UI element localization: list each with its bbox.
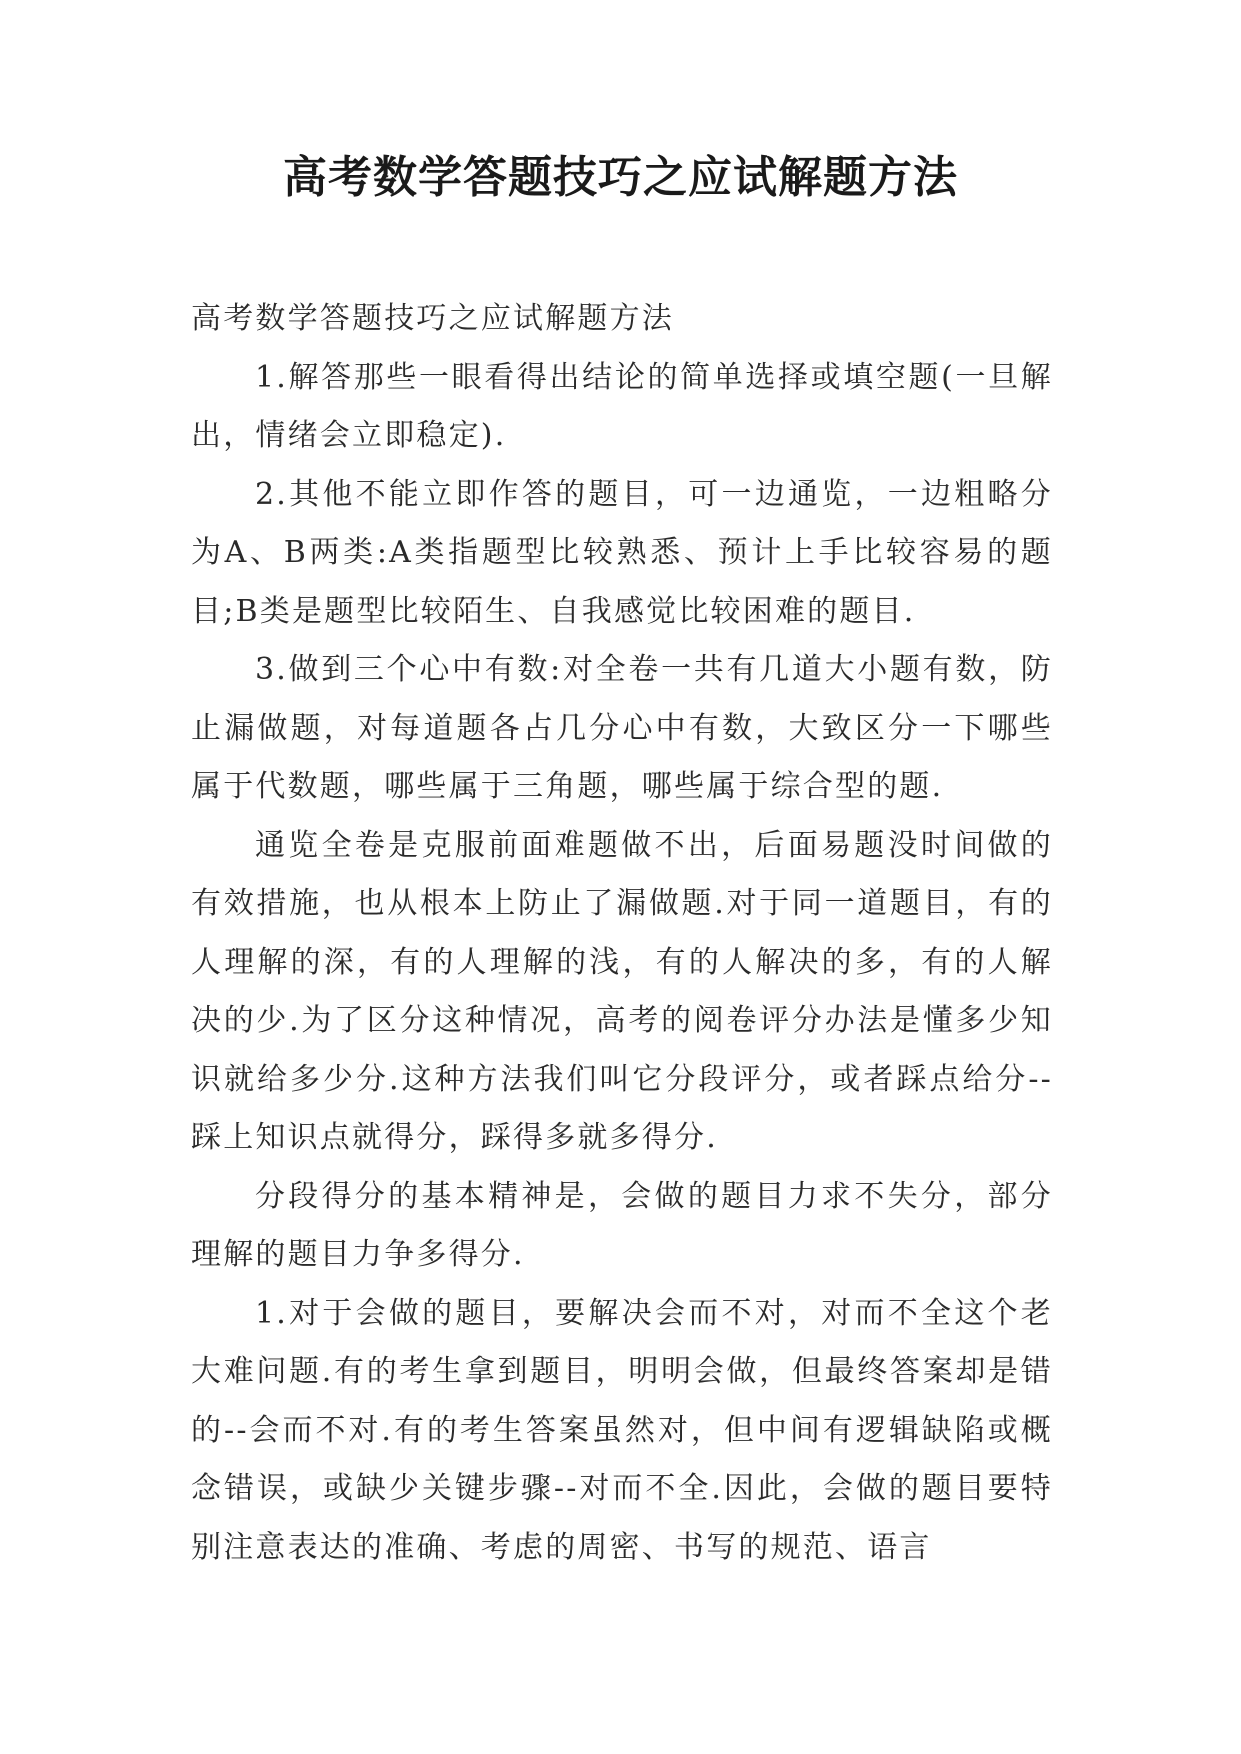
body-heading: 高考数学答题技巧之应试解题方法 xyxy=(191,301,674,336)
document-body xyxy=(191,290,1053,1577)
paragraph-6: 1.对于会做的题目，要解决会而不对，对而不全这个老大难问题.有的考生拿到题目，明明会做，但最终答案却是错的--会而不对.有的考生答案虽然对，但中间有逻辑缺陷或概念错误，或缺少关键步骤--对而不全.因此，会做的题目要特别注意表达的准确、考虑的周密、书写的规范、语言 xyxy=(191,1295,1053,1565)
paragraph-3: 3.做到三个心中有数:对全卷一共有几道大小题有数，防止漏做题，对每道题各占几分心中有数，大致区分一下哪些属于代数题，哪些属于三角题，哪些属于综合型的题. xyxy=(191,652,1053,804)
paragraph-4: 通览全卷是克服前面难题做不出，后面易题没时间做的有效措施，也从根本上防止了漏做题.对于同一道题目，有的人理解的深，有的人理解的浅，有的人解决的多，有的人解决的少.为了区分这种情况，高考的阅卷评分办法是懂多少知识就给多少分.这种方法我们叫它分段评分，或者踩点给分--踩上知识点就得分，踩得多就多得分. xyxy=(191,827,1053,1155)
paragraph-1: 1.解答那些一眼看得出结论的简单选择或填空题(一旦解出，情绪会立即稳定). xyxy=(191,359,1053,453)
paragraph-2: 2.其他不能立即作答的题目，可一边通览，一边粗略分为A、B两类:A类指题型比较熟悉、预计上手比较容易的题目;B类是题型比较陌生、自我感觉比较困难的题目. xyxy=(191,476,1053,629)
paragraph-5: 分段得分的基本精神是，会做的题目力求不失分，部分理解的题目力争多得分. xyxy=(191,1178,1053,1272)
document-title: 高考数学答题技巧之应试解题方法 xyxy=(283,152,958,203)
